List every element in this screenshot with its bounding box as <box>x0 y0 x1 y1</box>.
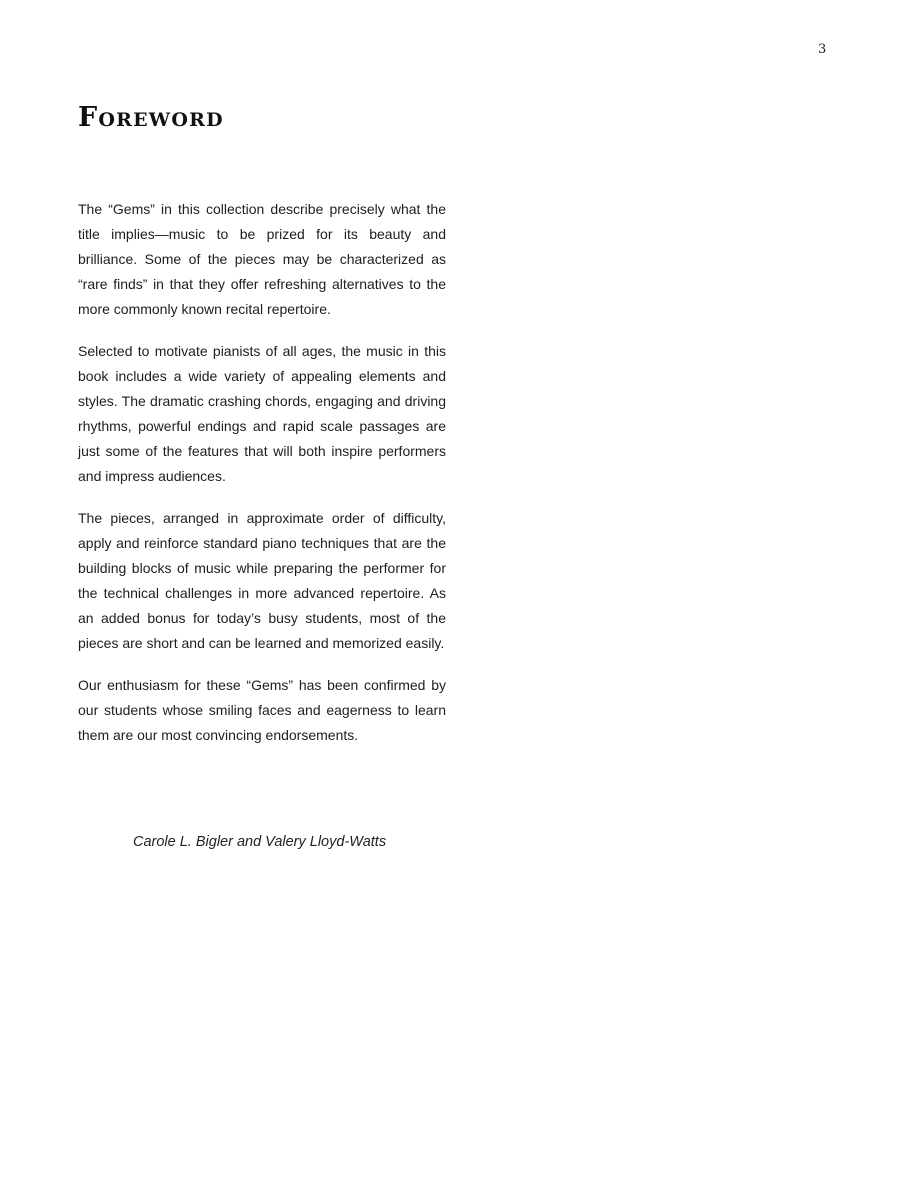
paragraph-3: The pieces, arranged in approximate order of difficulty, apply and reinforce standard piano techniques that are the building blocks of music while preparing the performer for the technical challenges in more advanced repertoire. As an added bonus for today’s busy students, most of the pieces are short and can be learned and memorized easily. <box>78 510 446 651</box>
paragraph-2: Selected to motivate pianists of all ages, the music in this book includes a wide variety of appealing elements and styles. The dramatic crashing chords, engaging and driving rhythms, powerful endings and rapid scale passages are just some of the features that will both inspire performers and impress audiences. <box>78 343 446 484</box>
page-number: 3 <box>818 42 827 57</box>
paragraph-4: Our enthusiasm for these “Gems” has been confirmed by our students whose smiling faces and eagerness to learn them are our most convincing endorsements. <box>78 677 446 743</box>
foreword-body <box>78 197 446 765</box>
paragraph-1: The “Gems” in this collection describe precisely what the title implies—music to be prized for its beauty and brilliance. Some of the pieces may be characterized as “rare finds” in that they offer refreshing alternatives to the more commonly known recital repertoire. <box>78 201 446 317</box>
page-title: Foreword <box>78 102 224 133</box>
author-signature: Carole L. Bigler and Valery Lloyd-Watts <box>133 834 387 850</box>
